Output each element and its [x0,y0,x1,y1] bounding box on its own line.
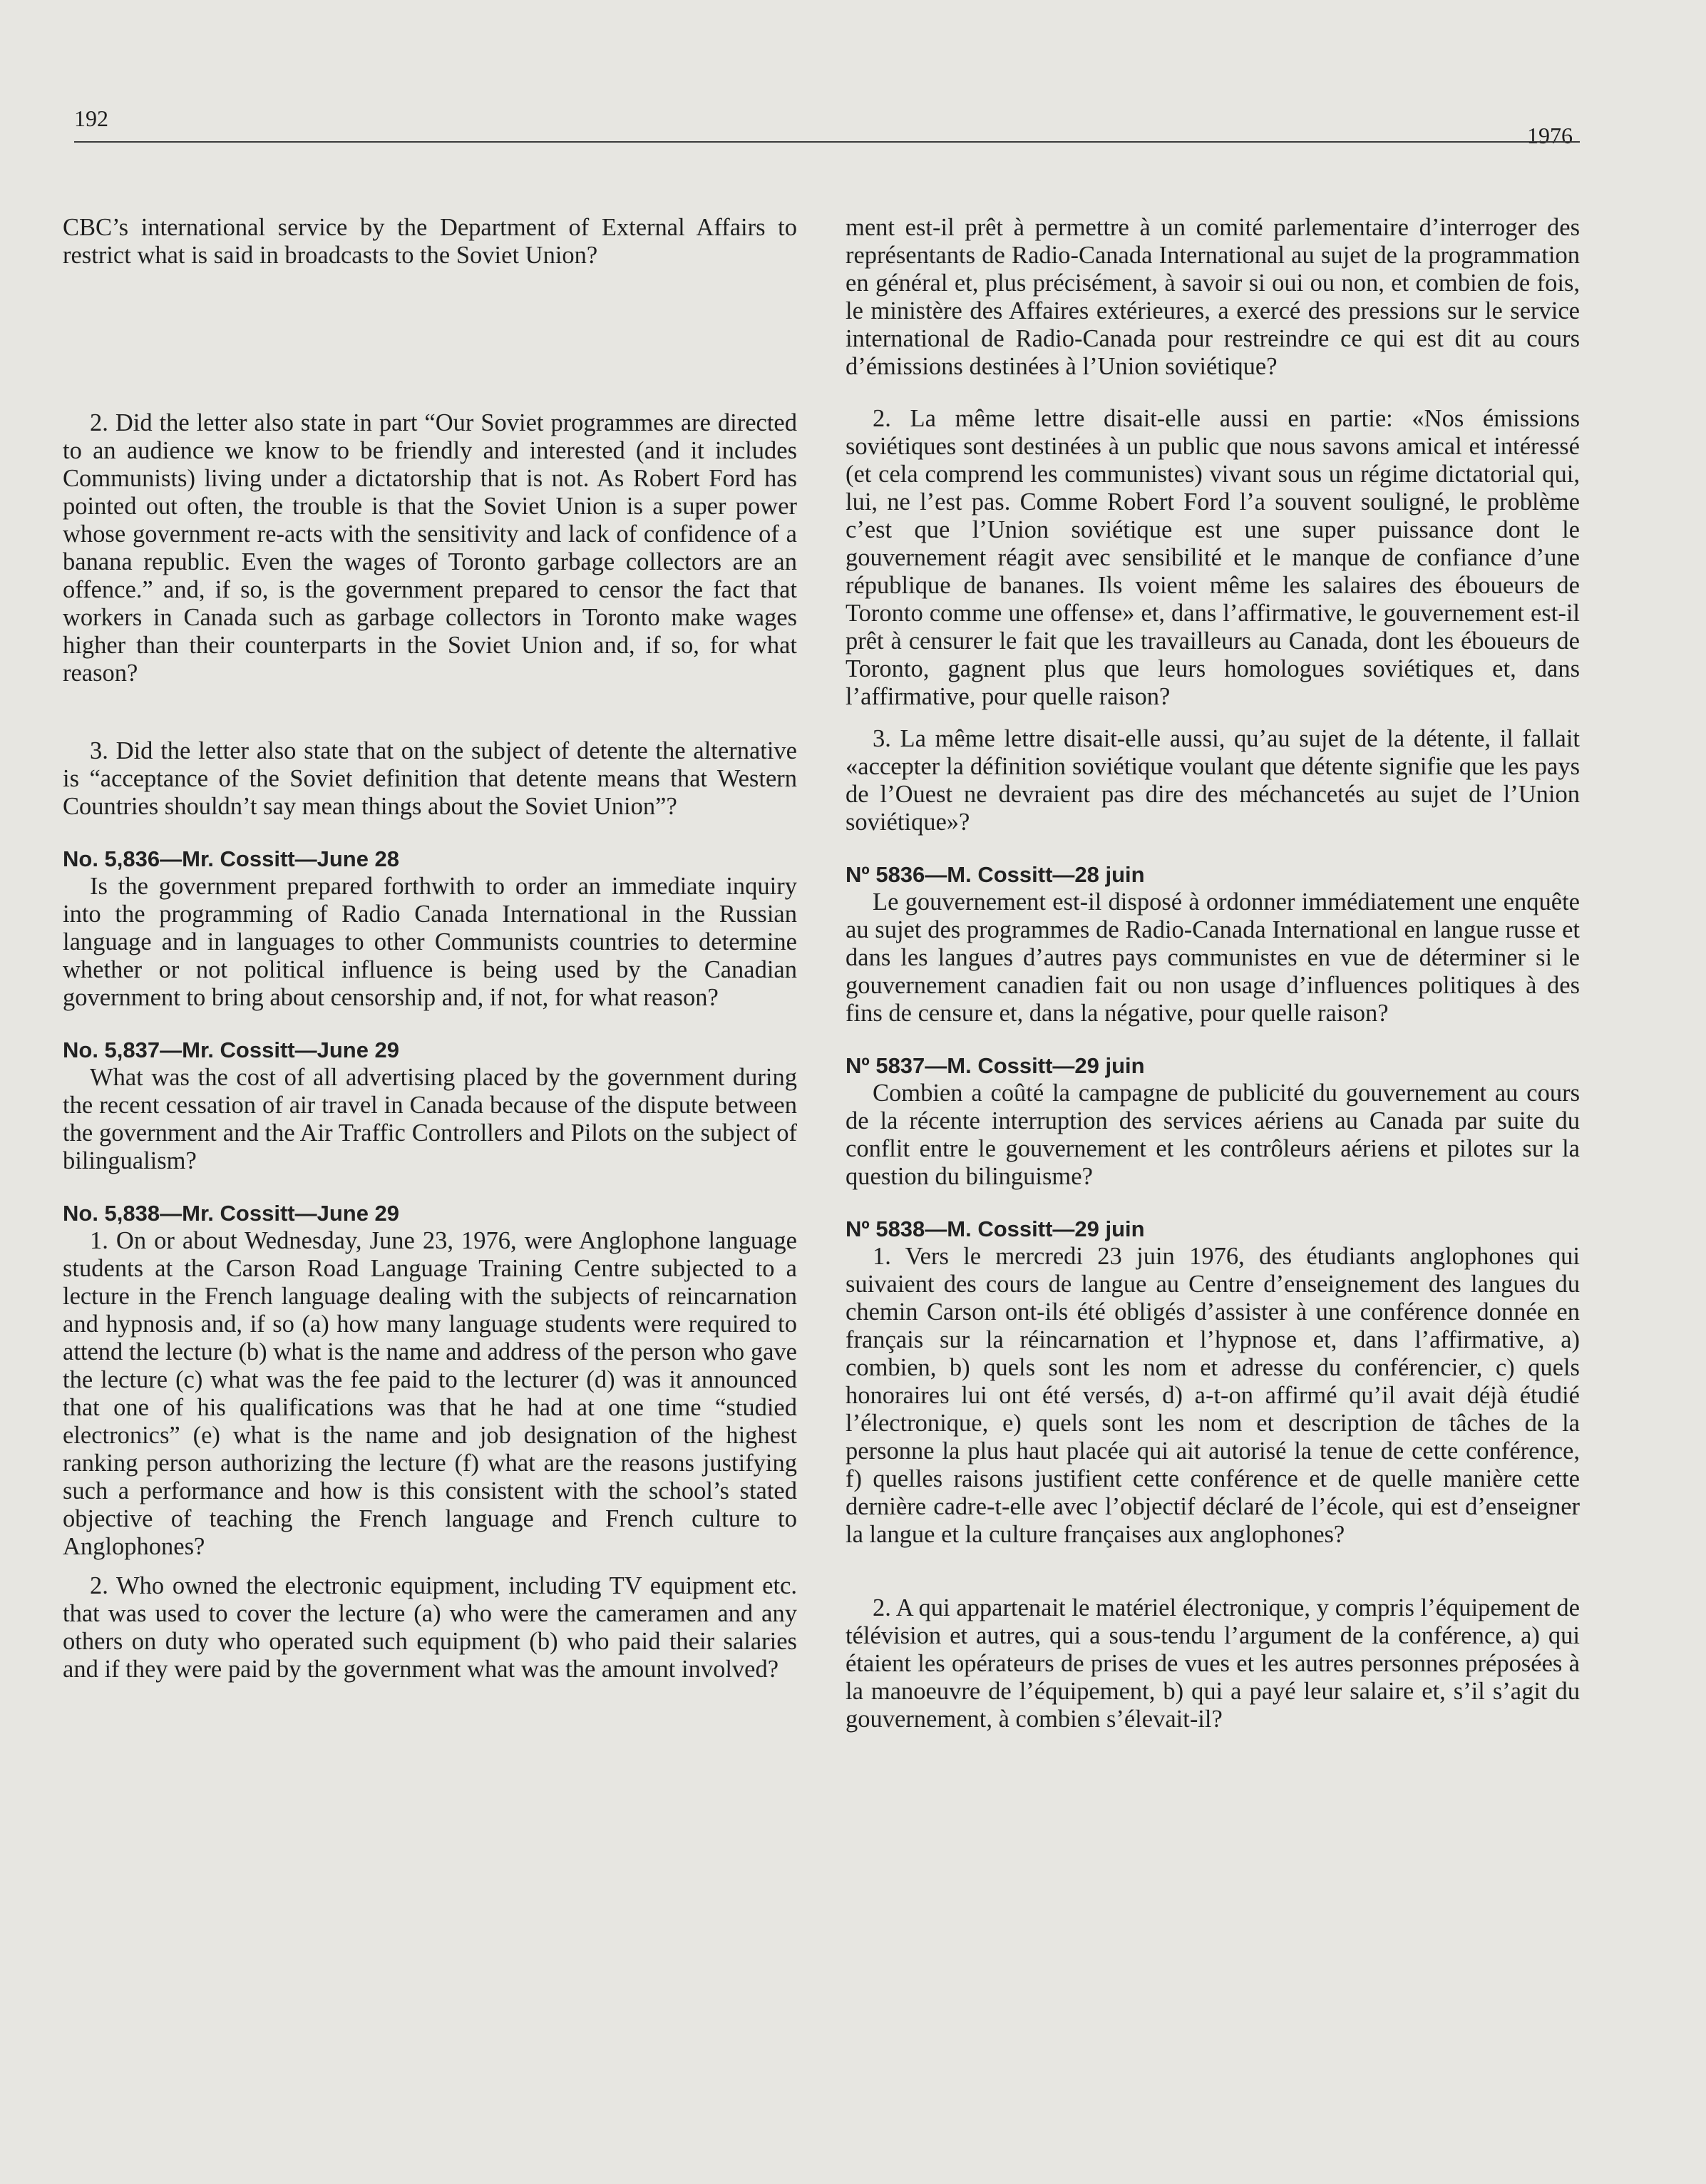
question-continuation-fr: ment est-il prêt à permettre à un comité parlementaire d’interroger des représentants de Radio-Canada International au sujet de la programmation en général et, plus précisément, à savoir si oui ou non, et combien de fois, le ministère des Affaires extérieures, a exercé des pressions sur le service international de Radio-Canada pour restreindre ce qui est dit au cours d’émissions destinées à l’Union soviétique? [846,214,1580,380]
text-5838-2-fr: 2. A qui appartenait le matériel électronique, y compris l’équipement de télévision et autres, qui a sous-tendu l’argument de la conférence, a) qui étaient les opérateurs de prises de vues et les autres personnes préposées à la manoeuvre de l’équipement, b) qui a payé leur salaire et, s’il s’agit du gouvernement, à combien s’élevait-il? [846,1594,1580,1733]
text-5836-en: Is the government prepared forthwith to order an immediate inquiry into the programming of Radio Canada International in the Russian language and in languages to other Communists countries to determine whether or not political influence is being used by the Canadian government to bring about censorship and, if not, for what reason? [63,873,797,1011]
header-rule [74,141,1580,143]
heading-5836-en: No. 5,836—Mr. Cossitt—June 28 [63,846,400,871]
text-5838-1-en: 1. On or about Wednesday, June 23, 1976, were Anglophone language students at the Carson Road Language Training Centre subjected to a lecture in the French language dealing with the subjects of reincarnation and hypnosis and, if so (a) how many language students were required to attend the lecture (b) what is the name and address of the person who gave the lecture (c) what was the fee paid to the lecturer (d) was it announced that one of his qualifications was that he had at one time “studied electronics” (e) what is the name and job designation of the highest ranking person authorizing the lecture (f) what are the reasons justifying such a performance and how is this consistent with the school’s stated objective of teaching the French language and French culture to Anglophones? [63,1227,797,1560]
heading-5837-fr: Nº 5837—M. Cossitt—29 juin [846,1053,1145,1078]
text-5836-fr: Le gouvernement est-il disposé à ordonner immédiatement une enquête au sujet des programmes de Radio-Canada International en langue russe et dans les langues d’autres pays communistes en vue de déterminer si le gouvernement canadien fait ou non usage d’influences politiques à des fins de censure et, dans la négative, pour quelle raison? [846,888,1580,1027]
text-5838-1-fr: 1. Vers le mercredi 23 juin 1976, des étudiants anglophones qui suivaient des cours de langue au Centre d’enseignement des langues du chemin Carson ont-ils été obligés d’assister à une conférence donnée en français sur la réincarnation et l’hypnose et, dans l’affirmative, a) combien, b) quels sont les nom et adresse du conférencier, c) quels honoraires lui ont été versés, d) a-t-on affirmé qu’il avait déjà étudié l’électronique, e) quels sont les nom et description de tâches de la personne la plus haut placée qui ait autorisé la tenue de cette conférence, f) quelles raisons justifient cette conférence et de quelle manière cette dernière cadre-t-elle avec l’objectif déclaré de l’école, qui est d’enseigner la langue et la culture françaises aux anglophones? [846,1243,1580,1548]
question-3-fr: 3. La même lettre disait-elle aussi, qu’au sujet de la détente, il fallait «accepter la définition soviétique voulant que détente signifie que les pays de l’Ouest ne devraient pas dire des méchancetés au sujet de l’Union soviétique»? [846,725,1580,836]
heading-5836-fr: Nº 5836—M. Cossitt—28 juin [846,862,1145,887]
question-2-fr: 2. La même lettre disait-elle aussi en partie: «Nos émissions soviétiques sont destinées à un public que nous savons amical et intéressé (et cela comprend les communistes) vivant sous un régime dictatorial qui, lui, ne l’est pas. Comme Robert Ford l’a souvent souligné, le problème c’est que l’Union soviétique est une super puissance dont le gouvernement réagit avec sensibilité et le manque de confiance d’une république de bananes. Ils voient même les salaires des éboueurs de Toronto comme une offense» et, dans l’affirmative, le gouvernement est-il prêt à censurer le fait que les travailleurs au Canada, dont les éboueurs de Toronto, gagnent plus que leurs homologues soviétiques et, dans l’affirmative, pour quelle raison? [846,405,1580,710]
english-column [63,214,797,1683]
heading-5837-en: No. 5,837—Mr. Cossitt—June 29 [63,1037,400,1062]
question-3-en: 3. Did the letter also state that on the subject of detente the alternative is “acceptance of the Soviet definition that detente means that Western Countries shouldn’t say mean things about the Soviet Union”? [63,737,797,820]
question-continuation-en: CBC’s international service by the Department of External Affairs to restrict what is said in broadcasts to the Soviet Union? [63,214,797,269]
text-5837-en: What was the cost of all advertising placed by the government during the recent cessation of air travel in Canada because of the dispute between the government and the Air Traffic Controllers and Pilots on the subject of bilingualism? [63,1064,797,1174]
text-5837-fr: Combien a coûté la campagne de publicité du gouvernement au cours de la récente interruption des services aériens au Canada par suite du conflit entre le gouvernement et les contrôleurs aériens et pilotes sur la question du bilinguisme? [846,1080,1580,1190]
year-header: 1976 [1527,123,1573,148]
heading-5838-fr: Nº 5838—M. Cossitt—29 juin [846,1216,1145,1241]
page-number: 192 [74,106,108,131]
text-5838-2-en: 2. Who owned the electronic equipment, including TV equipment etc. that was used to cover the lecture (a) who were the cameramen and any others on duty who operated such equipment (b) who paid their salaries and if they were paid by the government what was the amount involved? [63,1572,797,1683]
heading-5838-en: No. 5,838—Mr. Cossitt—June 29 [63,1201,400,1226]
question-2-en: 2. Did the letter also state in part “Our Soviet programmes are directed to an audience we know to be friendly and interested (and it includes Communists) living under a dictatorship that is not. As Robert Ford has pointed out often, the trouble is that the Soviet Union is a super power whose government re-acts with the sensitivity and lack of confidence of a banana republic. Even the wages of Toronto garbage collectors are an offence.” and, if so, is the government prepared to censor the fact that workers in Canada such as garbage collectors in Toronto make wages higher than their counterparts in the Soviet Union and, if so, for what reason? [63,409,797,687]
french-column [846,214,1580,1733]
